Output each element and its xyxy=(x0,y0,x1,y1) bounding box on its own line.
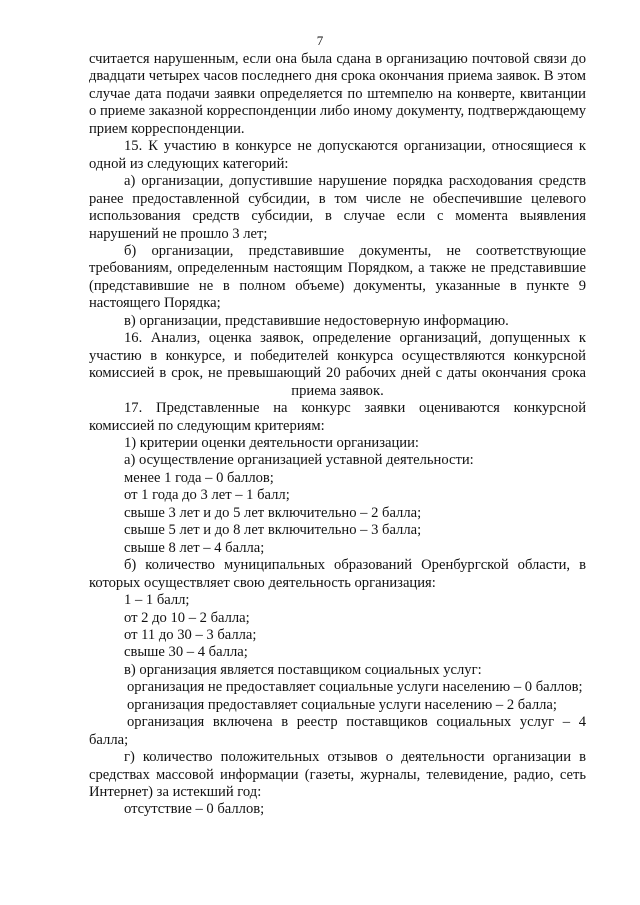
criterion-b-option: от 11 до 30 – 3 балла; xyxy=(124,626,257,643)
criterion-g-option: отсутствие – 0 баллов; xyxy=(124,801,265,818)
criterion-g-heading: г) количество положительных отзывов о деятельности организации в средствах массовой информации (газеты, журналы, телевидение, радио, сеть Интернет) за истекший год: xyxy=(89,749,586,801)
criterion-b-option: 1 – 1 балл; xyxy=(124,592,190,609)
criterion-a-option: менее 1 года – 0 баллов; xyxy=(124,469,274,486)
paragraph-item-16: 16. Анализ, оценка заявок, определение организаций, допущенных к участию в конкурсе, и победителей конкурса осуществляются конкурсной комиссией в срок, не превышающий 20 рабочих дней с даты окончания срока приема заявок. xyxy=(89,330,586,399)
criterion-a-option: свыше 5 лет и до 8 лет включительно – 3 балла; xyxy=(124,522,422,539)
paragraph-15-v: в) организации, представившие недостоверную информацию. xyxy=(124,312,509,329)
criterion-v-option: организация включена в реестр поставщиков социальных услуг – 4 балла; xyxy=(89,714,586,748)
criteria-heading: 1) критерии оценки деятельности организации: xyxy=(124,434,419,451)
criterion-v-heading: в) организация является поставщиком социальных услуг: xyxy=(124,661,482,678)
paragraph-item-15: 15. К участию в конкурсе не допускаются организации, относящиеся к одной из следующих категорий: xyxy=(89,138,586,172)
criterion-b-heading: б) количество муниципальных образований Оренбургской области, в которых осуществляет свою деятельность организация: xyxy=(89,557,586,591)
criterion-v-option: организация не предоставляет социальные услуги населению – 0 баллов; xyxy=(127,679,583,696)
criterion-a-option: свыше 3 лет и до 5 лет включительно – 2 балла; xyxy=(124,504,422,521)
page-number: 7 xyxy=(316,33,324,48)
paragraph-15-a: а) организации, допустившие нарушение порядка расходования средств ранее предоставленной субсидии, в том числе не обеспечившие целевого использования средств субсидии, в случае если с момента выявления нарушений не прошло 3 лет; xyxy=(89,173,586,242)
criterion-v-option: организация предоставляет социальные услуги населению – 2 балла; xyxy=(127,696,557,713)
criterion-b-option: от 2 до 10 – 2 балла; xyxy=(124,609,250,626)
document-body xyxy=(89,51,586,819)
criterion-a-option: свыше 8 лет – 4 балла; xyxy=(124,539,265,556)
paragraph-item-17: 17. Представленные на конкурс заявки оцениваются конкурсной комиссией по следующим критериям: xyxy=(89,400,586,434)
criterion-a-heading: а) осуществление организацией уставной деятельности: xyxy=(124,452,474,469)
criterion-b-option: свыше 30 – 4 балла; xyxy=(124,644,248,661)
paragraph-15-b: б) организации, представившие документы, не соответствующие требованиям, определенным настоящим Порядком, а также не представившие (представившие не в полном объеме) документы, указанные в пункте 9 настоящего Порядка; xyxy=(89,242,586,312)
paragraph-continuation: считается нарушенным, если она была сдана в организацию почтовой связи до двадцати четырех часов последнего дня срока окончания приема заявок. В этом случае дата подачи заявки определяется по штемпелю на конверте, квитанции о приеме заказной корреспонденции либо иному документу, подтверждающему прием корреспонденции. xyxy=(89,51,586,137)
criterion-a-option: от 1 года до 3 лет – 1 балл; xyxy=(124,487,290,504)
